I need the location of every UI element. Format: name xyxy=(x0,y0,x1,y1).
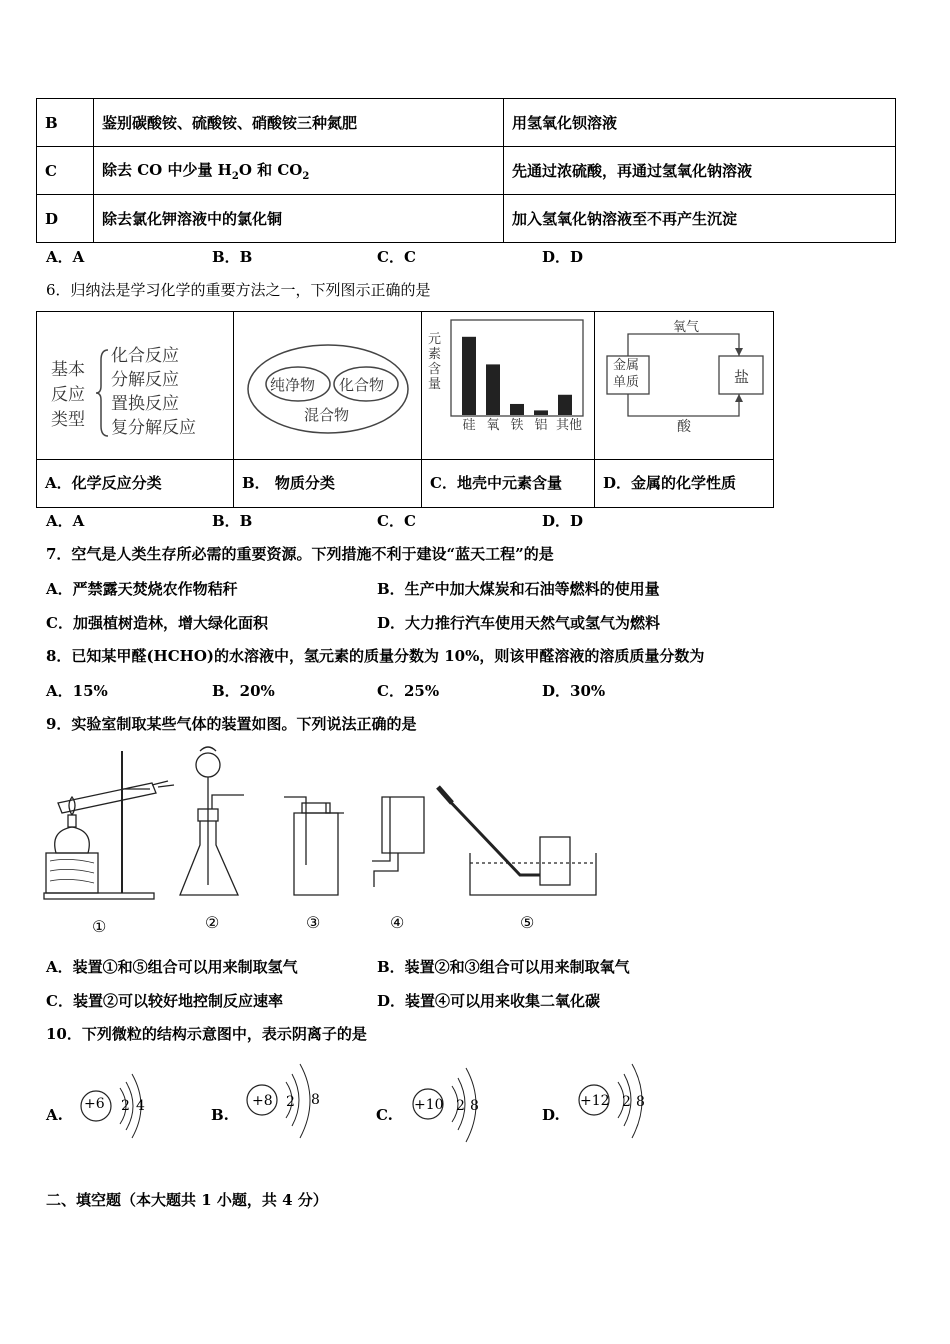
row-label: D xyxy=(37,195,94,243)
funnel-top xyxy=(200,747,216,751)
apparatus-label-5: ⑤ xyxy=(520,913,535,932)
tube-stopper xyxy=(152,781,168,785)
q6-option-d[interactable]: D．D xyxy=(542,512,584,530)
outlet-tube xyxy=(212,795,244,809)
hose-end xyxy=(438,787,452,803)
caption-b: B． 物质分类 xyxy=(234,459,421,507)
funnel-bulb xyxy=(196,753,220,777)
subscript: 2 xyxy=(231,171,239,182)
q5-option-c[interactable]: C．C xyxy=(377,248,416,266)
label-line: 反应 xyxy=(51,385,85,405)
tube-in xyxy=(372,797,390,861)
atom-letter-c[interactable]: C. xyxy=(376,1106,393,1124)
shell-electrons: 8 xyxy=(470,1098,479,1114)
q7-option-b[interactable]: B．生产中加大煤炭和石油等燃料的使用量 xyxy=(377,580,660,598)
electron-shell xyxy=(300,1064,310,1138)
q8-option-c[interactable]: C．25% xyxy=(377,682,440,700)
row-purpose: 鉴别碳酸铵、硫酸铵、硝酸铵三种氮肥 xyxy=(94,99,504,147)
purpose-text: O 和 CO xyxy=(238,161,303,179)
atom-letter-d[interactable]: D. xyxy=(542,1106,560,1124)
delivery-tube xyxy=(158,785,174,787)
label-mixture: 混合物 xyxy=(304,406,350,424)
label-line: 金属 xyxy=(613,358,640,373)
section-heading: 二、填空题（本大题共 1 小题，共 4 分） xyxy=(46,1191,328,1209)
alcohol-lamp xyxy=(55,827,90,853)
apparatus-2 xyxy=(180,747,244,895)
shell-electrons: 2 xyxy=(286,1094,295,1110)
q5-option-d[interactable]: D．D xyxy=(542,248,584,266)
q6-stem: 6．归纳法是学习化学的重要方法之一，下列图示正确的是 xyxy=(46,281,431,299)
reaction-type-label xyxy=(51,358,85,433)
table-row xyxy=(37,147,896,195)
subscript: 2 xyxy=(302,171,310,182)
apparatus-5 xyxy=(438,787,596,895)
q8-option-a[interactable]: A．15% xyxy=(46,682,108,700)
tube-out xyxy=(374,853,398,887)
x-tick-label: 铁 xyxy=(510,418,524,433)
table-row xyxy=(37,195,896,243)
q6-cell-d xyxy=(595,312,773,507)
label-line: 基本 xyxy=(51,360,85,380)
lamp-wick xyxy=(68,815,76,827)
reaction-type-list xyxy=(111,344,196,440)
apparatus-label-4: ④ xyxy=(390,913,405,932)
x-tick-label: 铝 xyxy=(534,418,548,433)
x-axis-labels xyxy=(448,412,588,432)
list-item: 化合反应 xyxy=(111,346,179,366)
list-item: 分解反应 xyxy=(111,370,179,390)
row-method: 加入氢氧化钠溶液至不再产生沉淀 xyxy=(504,195,896,243)
shell-electrons: 2 xyxy=(456,1098,465,1114)
arrow-icon xyxy=(735,348,743,356)
shell-electrons: 4 xyxy=(136,1098,145,1114)
oxygen-path xyxy=(628,334,739,356)
row-method: 用氢氧化钡溶液 xyxy=(504,99,896,147)
label-compound: 化合物 xyxy=(339,376,385,394)
apparatus-1 xyxy=(44,751,174,899)
bar-氧 xyxy=(486,364,500,415)
y-axis-label: 元素含量 xyxy=(428,332,442,392)
apparatus-label-1: ① xyxy=(92,917,107,936)
outlet-tube-2 xyxy=(326,803,344,813)
table-row xyxy=(37,99,896,147)
q8-option-d[interactable]: D．30% xyxy=(542,682,606,700)
q6-option-b[interactable]: B．B xyxy=(212,512,253,530)
label-oxygen: 氧气 xyxy=(673,320,700,335)
q7-stem: 7．空气是人类生存所必需的重要资源。下列措施不利于建设“蓝天工程”的是 xyxy=(46,545,554,563)
label-line: 类型 xyxy=(51,410,85,430)
label-salt: 盐 xyxy=(734,368,750,386)
row-label: B xyxy=(37,99,94,147)
arrow-icon xyxy=(735,394,743,402)
q7-option-d[interactable]: D．大力推行汽车使用天然气或氢气为燃料 xyxy=(377,614,661,632)
atom-letter-a[interactable]: A. xyxy=(46,1106,63,1124)
label-line: 单质 xyxy=(613,375,640,390)
apparatus-label-2: ② xyxy=(205,913,220,932)
wood-grain xyxy=(50,859,94,883)
q5-option-b[interactable]: B．B xyxy=(212,248,253,266)
row-method: 先通过浓硫酸，再通过氢氧化钠溶液 xyxy=(504,147,896,195)
q6-option-c[interactable]: C．C xyxy=(377,512,416,530)
shell-electrons: 2 xyxy=(121,1098,130,1114)
q6-figure-box xyxy=(36,311,774,508)
q8-option-b[interactable]: B．20% xyxy=(212,682,275,700)
apparatus-3 xyxy=(284,797,344,895)
nucleus-charge: +10 xyxy=(414,1097,444,1113)
q9-option-a[interactable]: A．装置①和⑤组合可以用来制取氢气 xyxy=(46,958,298,976)
q7-option-a[interactable]: A．严禁露天焚烧农作物秸秆 xyxy=(46,580,238,598)
bar-硅 xyxy=(462,337,476,415)
caption-c: C．地壳中元素含量 xyxy=(422,459,594,507)
nucleus-charge: +12 xyxy=(580,1093,610,1109)
q6-cell-b xyxy=(234,312,422,507)
shell-electrons: 2 xyxy=(622,1094,631,1110)
caption-a: A．化学反应分类 xyxy=(37,459,233,507)
q9-option-c[interactable]: C．装置②可以较好地控制反应速率 xyxy=(46,992,283,1010)
label-acid: 酸 xyxy=(677,419,691,435)
x-tick-label: 硅 xyxy=(462,418,476,433)
q9-option-b[interactable]: B．装置②和③组合可以用来制取氧气 xyxy=(377,958,630,976)
inlet-tube xyxy=(284,797,306,865)
collection-cylinder xyxy=(540,837,570,885)
q8-stem: 8．已知某甲醛(HCHO)的水溶液中，氢元素的质量分数为 10%，则该甲醛溶液的溶质质量分数为 xyxy=(46,647,705,665)
atom-letter-b[interactable]: B. xyxy=(211,1106,229,1124)
conical-flask xyxy=(180,821,238,895)
list-item: 置换反应 xyxy=(111,394,179,414)
x-tick-label: 其他 xyxy=(555,418,582,433)
nucleus-charge: +8 xyxy=(252,1093,273,1109)
q9-option-d[interactable]: D．装置④可以用来收集二氧化碳 xyxy=(377,992,601,1010)
q7-option-c[interactable]: C．加强植树造林，增大绿化面积 xyxy=(46,614,268,632)
shell-electrons: 8 xyxy=(311,1092,320,1108)
q6-cell-a xyxy=(37,312,234,507)
inverted-bottle xyxy=(382,797,424,853)
q5-table xyxy=(36,98,896,243)
purpose-text: 除去 CO 中少量 H xyxy=(102,161,232,179)
q10-stem: 10．下列微粒的结构示意图中，表示阴离子的是 xyxy=(46,1025,367,1043)
row-label: C xyxy=(37,147,94,195)
row-purpose: 除去氯化钾溶液中的氯化铜 xyxy=(94,195,504,243)
caption-d: D．金属的化学性质 xyxy=(595,459,773,507)
q6-cell-c xyxy=(422,312,595,507)
q5-option-a[interactable]: A．A xyxy=(46,248,85,266)
acid-path xyxy=(628,394,739,416)
row-purpose xyxy=(94,147,504,195)
lab-apparatus-figure xyxy=(40,745,610,915)
list-item: 复分解反应 xyxy=(111,418,196,438)
x-tick-label: 氧 xyxy=(486,418,500,433)
q10-options xyxy=(46,1062,666,1152)
gas-bottle xyxy=(294,813,338,895)
q9-stem: 9．实验室制取某些气体的装置如图。下列说法正确的是 xyxy=(46,715,417,733)
apparatus-label-3: ③ xyxy=(306,913,321,932)
label-pure: 纯净物 xyxy=(270,376,316,394)
nucleus-charge: +6 xyxy=(84,1096,105,1112)
q6-option-a[interactable]: A．A xyxy=(46,512,85,530)
shell-electrons: 8 xyxy=(636,1094,645,1110)
brace-icon xyxy=(95,348,111,438)
stand-base xyxy=(44,893,154,899)
wood-block xyxy=(46,853,98,893)
apparatus-4 xyxy=(372,797,424,887)
label-metal xyxy=(613,357,639,391)
